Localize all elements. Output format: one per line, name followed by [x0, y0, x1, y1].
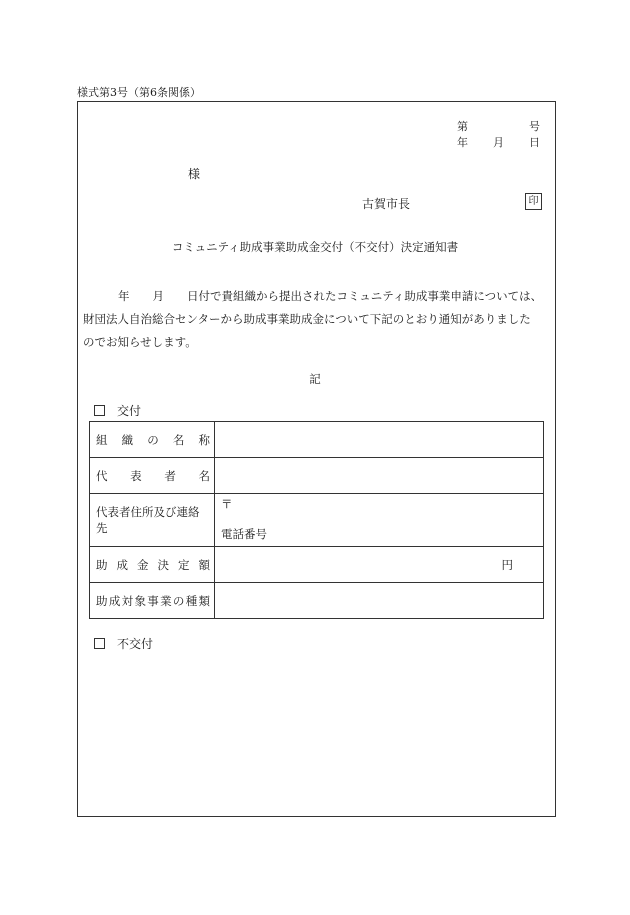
- label-char: 名: [172, 432, 185, 447]
- no-grant-option-label: 不交付: [117, 637, 154, 651]
- representative-label: [90, 458, 215, 494]
- table-row: [90, 494, 544, 547]
- document-date: [457, 134, 540, 150]
- representative-field[interactable]: [215, 458, 544, 494]
- number-suffix: 号: [529, 120, 540, 133]
- table-row: [90, 583, 544, 619]
- label-char: 額: [198, 557, 210, 572]
- body-line: のでお知らせします。: [83, 335, 197, 349]
- address-contact-label: [90, 494, 215, 547]
- org-name-label: [90, 422, 215, 458]
- label-char: 名: [198, 468, 210, 483]
- project-type-field[interactable]: [215, 583, 544, 619]
- document-number: [457, 118, 540, 134]
- label-char: の: [172, 593, 185, 608]
- table-row: [90, 547, 544, 583]
- grant-amount-field[interactable]: [215, 547, 544, 583]
- phone-label: 電話番号: [221, 527, 267, 541]
- issuer-name: 古賀市長: [362, 197, 411, 211]
- label-char: 決: [157, 557, 169, 572]
- date-day: 日: [529, 136, 540, 149]
- body-line: 財団法人自治総合センターから助成事業助成金について下記のとおり通知がありました: [83, 312, 531, 326]
- info-table: [89, 421, 544, 619]
- label-char: 業: [160, 593, 172, 608]
- number-prefix: 第: [457, 120, 468, 133]
- label-char: 織: [121, 432, 134, 447]
- label-char: 成: [116, 557, 128, 572]
- project-type-label: [90, 583, 215, 619]
- date-year: 年: [457, 136, 468, 149]
- label-char: 対: [121, 593, 134, 608]
- label-char: 代: [96, 468, 108, 483]
- address-contact-label-text: 代表者住所及び連絡先: [96, 505, 200, 535]
- justified-label: [96, 557, 210, 573]
- label-char: 組: [96, 432, 108, 447]
- yen-unit: 円: [501, 557, 513, 572]
- label-char: 助: [96, 557, 108, 572]
- checkbox-icon[interactable]: [94, 405, 105, 416]
- org-name-field[interactable]: [215, 422, 544, 458]
- table-row: [90, 422, 544, 458]
- date-month: 月: [493, 136, 504, 149]
- document-title: コミュニティ助成事業助成金交付（不交付）決定通知書: [171, 240, 459, 254]
- body-line: 年 月 日付で貴組織から提出されたコミュニティ助成事業申請については、: [118, 289, 543, 303]
- label-char: の: [147, 432, 159, 447]
- label-char: 者: [164, 468, 176, 483]
- label-char: 象: [134, 593, 146, 608]
- label-char: 類: [198, 593, 210, 608]
- justified-label: [96, 432, 210, 448]
- label-char: 助: [96, 593, 108, 608]
- checkbox-icon[interactable]: [94, 638, 105, 649]
- no-grant-option[interactable]: [94, 635, 153, 652]
- grant-amount-label: [90, 547, 215, 583]
- postal-mark: 〒: [221, 497, 233, 511]
- label-char: 表: [130, 468, 142, 483]
- label-char: 称: [198, 432, 210, 447]
- address-contact-field[interactable]: [215, 494, 544, 547]
- label-char: 種: [185, 593, 198, 608]
- grant-option[interactable]: [94, 402, 141, 419]
- label-char: 成: [108, 593, 121, 608]
- table-row: [90, 458, 544, 494]
- label-char: 事: [147, 593, 159, 608]
- body-paragraph: [83, 285, 553, 354]
- seal-stamp: 印: [525, 193, 542, 210]
- justified-label: [96, 593, 210, 609]
- ki-heading: 記: [309, 372, 321, 386]
- form-caption: 様式第3号（第6条関係）: [77, 86, 201, 99]
- addressee-suffix: 様: [188, 167, 201, 181]
- grant-option-label: 交付: [117, 404, 142, 418]
- justified-label: [96, 468, 210, 484]
- label-char: 金: [137, 557, 149, 572]
- label-char: 定: [178, 557, 190, 572]
